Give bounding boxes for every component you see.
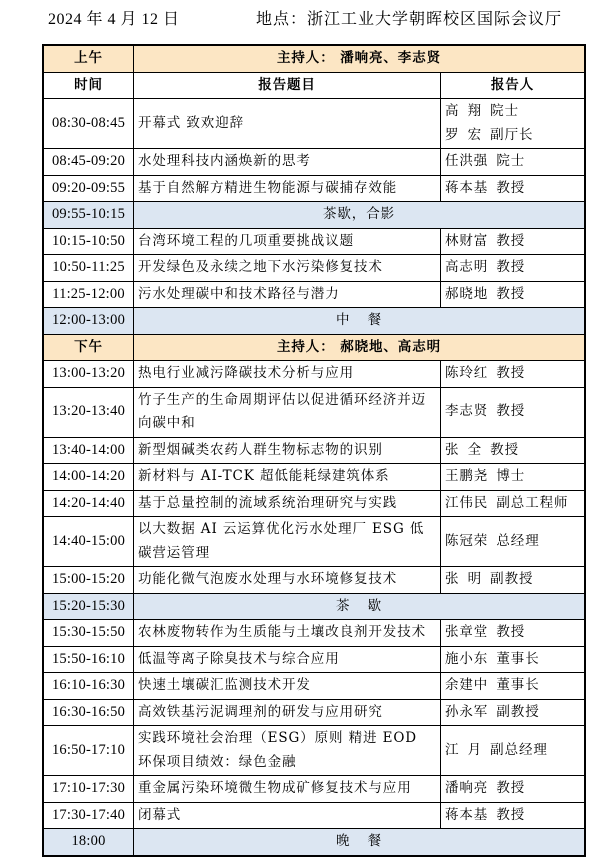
speaker-line: 王鹏尧 博士 (445, 468, 526, 484)
talk-speaker (441, 282, 584, 308)
talk-time: 14:20-14:40 (44, 491, 134, 517)
talk-time: 14:40-15:00 (44, 517, 134, 566)
talk-time: 08:45-09:20 (44, 149, 134, 175)
talk-speaker (441, 149, 584, 175)
talk-speaker (441, 776, 584, 802)
break-time: 18:00 (44, 829, 134, 855)
session-host: 主持人： 潘响亮、李志贤 (277, 50, 441, 66)
talk-time: 16:50-17:10 (44, 726, 134, 775)
talk-time: 10:15-10:50 (44, 229, 134, 255)
talk-time: 13:00-13:20 (44, 361, 134, 387)
talk-time: 16:30-16:50 (44, 700, 134, 726)
talk-row (44, 99, 584, 149)
talk-time: 15:00-15:20 (44, 567, 134, 593)
session-label: 下午 (44, 335, 134, 361)
talk-speaker (441, 803, 584, 829)
talk-row (44, 803, 584, 830)
talk-row (44, 176, 584, 203)
talk-row (44, 388, 584, 438)
talk-row (44, 491, 584, 518)
talk-row (44, 673, 584, 700)
break-label: 茶 歇 (336, 597, 382, 614)
speaker-line: 张 全 教授 (445, 441, 519, 458)
talk-time: 17:10-17:30 (44, 776, 134, 802)
speaker-line: 郝晓地 教授 (445, 285, 526, 302)
talk-title: 竹子生产的生命周期评估以促进循环经济并迈向碳中和 (134, 388, 441, 437)
speaker-line: 李志贤 教授 (445, 403, 526, 420)
talk-title: 污水处理碳中和技术路径与潜力 (134, 282, 441, 308)
talk-time: 16:10-16:30 (44, 673, 134, 699)
speaker-line: 任洪强 院士 (445, 153, 526, 169)
speaker-line: 余建中 董事长 (445, 677, 540, 693)
break-row (44, 594, 584, 621)
talk-row (44, 361, 584, 388)
talk-title: 以大数据 AI 云运算优化污水处理厂 ESG 低碳营运管理 (134, 517, 441, 566)
break-label: 中 餐 (336, 312, 382, 328)
column-header-speaker: 报告人 (490, 76, 535, 93)
speaker-line: 陈冠荣 总经理 (445, 532, 540, 549)
talk-row (44, 726, 584, 776)
talk-time: 15:50-16:10 (44, 647, 134, 673)
break-label: 茶歇，合影 (323, 206, 395, 222)
talk-speaker (441, 620, 584, 646)
talk-title: 功能化微气泡废水处理与水环境修复技术 (134, 567, 441, 593)
speaker-line: 孙永军 副教授 (445, 703, 540, 720)
talk-row (44, 464, 584, 491)
talk-time: 13:40-14:00 (44, 438, 134, 464)
talk-row (44, 567, 584, 594)
break-row (44, 308, 584, 335)
talk-row (44, 438, 584, 465)
speaker-line: 张章堂 教授 (445, 624, 526, 640)
speaker-line: 蒋本基 教授 (445, 179, 526, 196)
speaker-line: 陈玲红 教授 (445, 365, 526, 381)
talk-row (44, 229, 584, 256)
talk-title: 开幕式 致欢迎辞 (134, 99, 441, 148)
talk-title: 台湾环境工程的几项重要挑战议题 (134, 229, 441, 255)
talk-time: 14:00-14:20 (44, 464, 134, 490)
talk-title: 新型烟碱类农药人群生物标志物的识别 (134, 438, 441, 464)
session-label: 上午 (44, 46, 134, 72)
talk-time: 10:50-11:25 (44, 255, 134, 281)
speaker-line: 蒋本基 教授 (445, 806, 526, 823)
talk-speaker (441, 255, 584, 281)
speaker-line: 张 明 副教授 (445, 571, 534, 587)
talk-title: 闭幕式 (134, 803, 441, 829)
talk-row (44, 517, 584, 567)
speaker-line: 潘响亮 教授 (445, 780, 526, 796)
talk-speaker (441, 176, 584, 202)
talk-title: 热电行业减污降碳技术分析与应用 (134, 361, 441, 387)
session-host: 主持人： 郝晓地、高志明 (277, 338, 441, 355)
break-time: 09:55-10:15 (44, 202, 134, 228)
talk-title: 重金属污染环境微生物成矿修复技术与应用 (134, 776, 441, 802)
speaker-line: 江 月 副总经理 (445, 741, 548, 758)
talk-speaker (441, 726, 584, 775)
break-row (44, 202, 584, 229)
column-header-row (44, 73, 584, 100)
column-header-time: 时间 (44, 73, 134, 99)
event-venue: 地点：浙江工业大学朝晖校区国际会议厅 (256, 11, 563, 28)
talk-row (44, 255, 584, 282)
column-header-title: 报告题目 (134, 73, 441, 99)
talk-row (44, 282, 584, 309)
talk-speaker (441, 229, 584, 255)
speaker-line: 高志明 教授 (445, 259, 526, 275)
talk-time: 17:30-17:40 (44, 803, 134, 829)
speaker-line: 江伟民 副总工程师 (445, 494, 569, 511)
talk-speaker (441, 491, 584, 517)
talk-title: 快速土壤碳汇监测技术开发 (134, 673, 441, 699)
talk-title: 基于自然解方精进生物能源与碳捕存效能 (134, 176, 441, 202)
speaker-line: 施小东 董事长 (445, 650, 540, 667)
schedule-table (42, 44, 586, 857)
talk-time: 09:20-09:55 (44, 176, 134, 202)
break-time: 12:00-13:00 (44, 308, 134, 334)
talk-time: 11:25-12:00 (44, 282, 134, 308)
talk-title: 新材料与 AI-TCK 超低能耗绿建筑体系 (134, 464, 441, 490)
talk-row (44, 776, 584, 803)
talk-speaker (441, 361, 584, 387)
talk-speaker (441, 567, 584, 593)
talk-speaker (441, 99, 584, 148)
talk-row (44, 149, 584, 176)
talk-title: 高效铁基污泥调理剂的研发与应用研究 (134, 700, 441, 726)
speaker-line: 罗 宏 副厅长 (445, 126, 534, 143)
talk-speaker (441, 438, 584, 464)
speaker-line: 林财富 教授 (445, 232, 526, 249)
talk-speaker (441, 647, 584, 673)
session-row (44, 335, 584, 362)
talk-title: 开发绿色及永续之地下水污染修复技术 (134, 255, 441, 281)
talk-time: 08:30-08:45 (44, 99, 134, 148)
talk-title: 低温等离子除臭技术与综合应用 (134, 647, 441, 673)
session-row (44, 46, 584, 73)
talk-speaker (441, 388, 584, 437)
talk-title: 实践环境社会治理（ESG）原则 精进 EOD 环保项目绩效：绿色金融 (134, 726, 441, 775)
talk-time: 13:20-13:40 (44, 388, 134, 437)
event-date: 2024 年 4 月 12 日 (48, 11, 180, 28)
talk-time: 15:30-15:50 (44, 620, 134, 646)
talk-title: 基于总量控制的流域系统治理研究与实践 (134, 491, 441, 517)
talk-row (44, 647, 584, 674)
break-time: 15:20-15:30 (44, 594, 134, 620)
talk-speaker (441, 673, 584, 699)
talk-speaker (441, 517, 584, 566)
break-label: 晚 餐 (336, 833, 382, 849)
talk-title: 水处理科技内涵焕新的思考 (134, 149, 441, 175)
break-row (44, 829, 584, 855)
talk-row (44, 620, 584, 647)
talk-row (44, 700, 584, 727)
speaker-line: 高 翔 院士 (445, 103, 519, 119)
talk-speaker (441, 464, 584, 490)
talk-title: 农林废物转作为生质能与土壤改良剂开发技术 (134, 620, 441, 646)
talk-speaker (441, 700, 584, 726)
